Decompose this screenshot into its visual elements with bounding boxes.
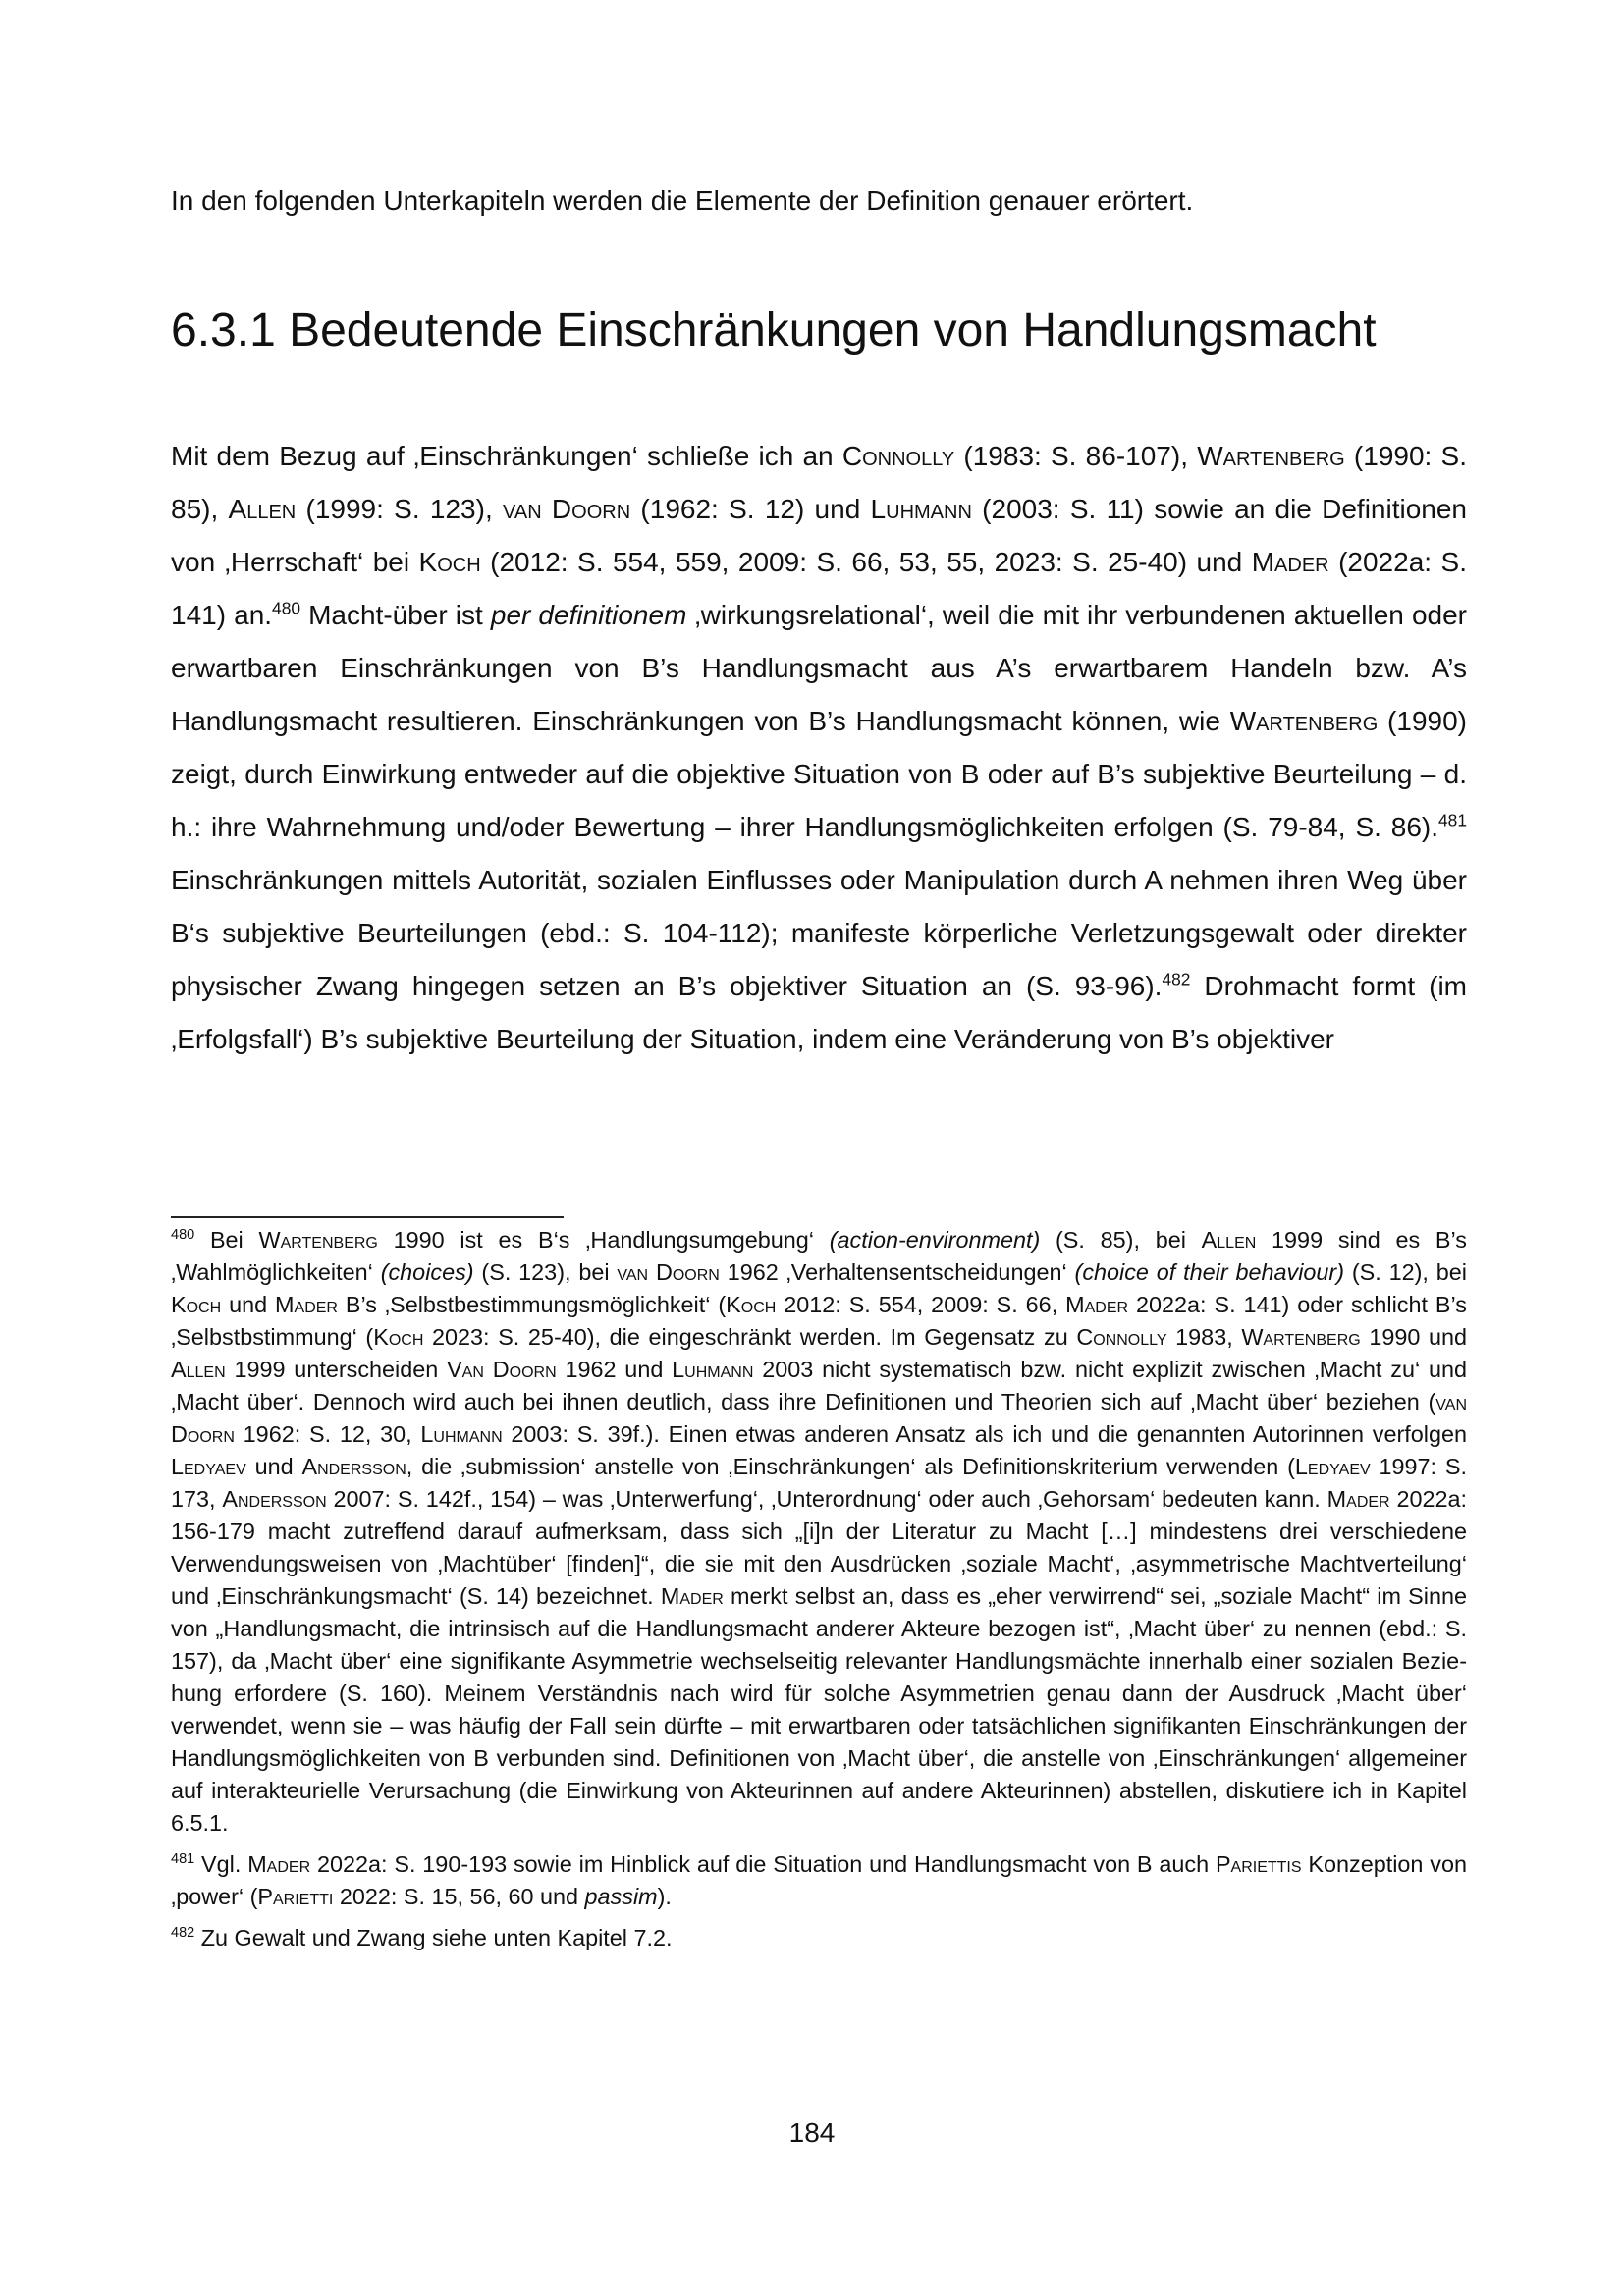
section-heading: 6.3.1 Bedeutende Einschränkungen von Handlungsmacht [171, 304, 1377, 356]
footnote-482 [171, 1922, 1467, 1954]
body-text: Mit dem Bezug auf ‚Einschränkungen‘ schließe ich an [171, 441, 842, 471]
body-text: (2012: S. 554, 559, 2009: S. 66, 53, 55, 2023: S. 25-40) und [480, 547, 1252, 577]
author-name: Mader [1251, 547, 1329, 577]
author-name: Van Doorn [447, 1357, 557, 1382]
footnote-text: 1983, [1166, 1324, 1242, 1350]
author-name: Koch [418, 547, 481, 577]
author-name: Pariettis [1215, 1851, 1302, 1877]
emphasis-text: per definitionem [490, 600, 687, 630]
footnote-text: 1997: S. 173, [171, 1454, 1467, 1512]
footnote-number: 480 [171, 1227, 195, 1244]
author-name: Luhmann [420, 1421, 503, 1447]
author-name: Luhmann [672, 1357, 754, 1382]
footnote-text: 1990 ist es B‘s ‚Handlungsumgebung‘ [377, 1227, 830, 1253]
footnote-text: Konzeption von ‚power‘ ( [171, 1851, 1467, 1909]
author-name: Ledyaev [1294, 1454, 1371, 1479]
author-name: van Doorn [503, 494, 631, 524]
author-name: Allen [171, 1357, 226, 1382]
author-name: Mader [1326, 1486, 1390, 1512]
body-text: (2022a: S. 141) an. [171, 547, 1467, 630]
footnote-separator [171, 1216, 564, 1218]
footnote-text: 1990 und [1360, 1324, 1468, 1350]
footnote-text: 2003 nicht systematisch bzw. nicht explizit zwischen ‚Macht zu‘ und ‚Macht über‘. Dennoch wird auch bei ihnen deutlich, dass ihre Definitionen und Theorien sich auf ‚Macht über‘ beziehen ( [171, 1357, 1468, 1415]
body-text: (1990) zeigt, durch Einwirkung entweder auf die objektive Situation von B oder auf B’s subjektive Beurteilung – d. h.: ihre Wahrnehmung und/oder Bewertung – ihrer Handlungsmöglichkeiten erfolgen (S. 79-84, S. 86). [171, 706, 1467, 842]
emphasis-text: passim [584, 1884, 658, 1909]
body-text: (1999: S. 123), [296, 494, 504, 524]
body-text: Macht-über ist [300, 600, 491, 630]
footnote-text: Vgl. [194, 1851, 248, 1877]
footnote-text: 2022: S. 15, 56, 60 und [333, 1884, 585, 1909]
footnote-text: merkt selbst an, dass es „eher verwirrend“ sei, „soziale Macht“ im Sinne von „Handlungsmacht, die intrinsisch auf die Handlungsmacht anderer Akteure bezogen ist“, ‚Macht über‘ zu nennen (ebd.: S. 157), da ‚Macht über‘ eine signifikante Asymmetrie wechselseitig relevanter Handlungsmächte innerhalb einer sozialen Beziehung erfordere (S. 160). Meinem Verständnis nach wird für solche Asymmetrien genau dann der Ausdruck ‚Macht über‘ verwendet, wenn sie – was häufig der Fall sein dürfte – mit erwartbaren oder tatsächlichen signifikanten Einschränkungen der Handlungsmöglichkeiten von B verbunden sind. Definitionen von ‚Macht über‘, die anstelle von ‚Einschränkungen‘ allgemeiner auf interakteurielle Verursachung (die Einwirkung von Akteurinnen auf andere Akteurinnen) abstellen, diskutiere ich in Kapitel 6.5.1. [171, 1583, 1467, 1836]
footnote-text: 2022a: S. 141) oder schlicht B’s ‚Selbstbstimmung‘ ( [171, 1292, 1467, 1350]
author-name: Mader [275, 1292, 338, 1317]
footnote-text: 1999 sind es B’s ‚Wahlmöglichkeiten‘ [171, 1227, 1467, 1285]
footnote-ref-480: 480 [272, 598, 301, 618]
author-name: Ledyaev [171, 1454, 246, 1479]
author-name: Connolly [841, 441, 955, 471]
emphasis-text: (action-environment) [829, 1227, 1041, 1253]
footnote-480 [171, 1224, 1467, 1840]
footnote-text: 1999 unterscheiden [225, 1357, 448, 1382]
footnote-text: und [221, 1292, 276, 1317]
body-paragraph [171, 430, 1467, 1066]
footnote-481 [171, 1848, 1467, 1913]
body-text: (1983: S. 86-107), [954, 441, 1198, 471]
footnote-ref-482: 482 [1162, 969, 1191, 989]
author-name: Mader [1065, 1292, 1129, 1317]
intro-paragraph: In den folgenden Unterkapiteln werden die Elemente der Definition genauer erörtert. [171, 186, 1194, 216]
footnote-text: 2022a: S. 190-193 sowie im Hinblick auf die Situation und Handlungsmacht von B auch [310, 1851, 1216, 1877]
footnote-text: Zu Gewalt und Zwang siehe unten Kapitel 7.2. [194, 1925, 673, 1950]
author-name: Wartenberg [1229, 706, 1379, 736]
body-text: Drohmacht formt (im ‚Erfolgsfall‘) B’s subjektive Beurteilung der Situation, indem eine Veränderung von B’s objektiver [171, 971, 1467, 1054]
author-name: Koch [726, 1292, 777, 1317]
author-name: Mader [247, 1851, 311, 1877]
footnote-number: 482 [171, 1925, 195, 1942]
footnote-text: 2003: S. 39f.). Einen etwas anderen Ansatz als ich und die genannten Autorinnen verfolgen [502, 1421, 1467, 1447]
page-number: 184 [788, 2117, 836, 2148]
body-text: (1990: S. 85), [171, 441, 1467, 524]
footnote-text: B’s ‚Selbstbestimmungsmöglichkeit‘ ( [338, 1292, 727, 1317]
author-name: Koch [373, 1324, 424, 1350]
author-name: Parietti [257, 1884, 334, 1909]
author-name: Andersson [301, 1454, 406, 1479]
author-name: Allen [1201, 1227, 1257, 1253]
footnote-text: 1962: S. 12, 30, [234, 1421, 421, 1447]
footnote-text: 2007: S. 142f., 154) – was ‚Unterwerfung‘, ‚Unterordnung‘ oder auch ‚Gehorsam‘ bedeuten kann. [326, 1486, 1327, 1512]
author-name: Andersson [222, 1486, 327, 1512]
body-text: ‚wirkungsrelational‘, weil die mit ihr verbundenen aktuellen oder erwartbaren Einschränkungen von B’s Handlungsmacht aus A’s erwartbarem Handeln bzw. A’s Handlungsmacht resultieren. Einschränkungen von B’s Handlungsmacht können, wie [171, 600, 1468, 736]
footnote-text: 1962 ‚Verhaltensentscheidungen‘ [719, 1259, 1075, 1285]
author-name: van Doorn [171, 1389, 1467, 1447]
body-text: (2003: S. 11) sowie an die Definitionen von ‚Herrschaft‘ bei [171, 494, 1468, 577]
footnote-text: und [245, 1454, 302, 1479]
author-name: Connolly [1076, 1324, 1167, 1350]
footnote-text: (S. 12), bei [1344, 1259, 1467, 1285]
footnote-number: 481 [171, 1851, 195, 1868]
author-name: Wartenberg [1241, 1324, 1361, 1350]
emphasis-text: (choices) [380, 1259, 474, 1285]
author-name: Wartenberg [258, 1227, 378, 1253]
footnote-ref-481: 481 [1438, 810, 1467, 830]
author-name: van Doorn [617, 1259, 720, 1285]
author-name: Koch [171, 1292, 222, 1317]
footnote-text: (S. 123), bei [473, 1259, 618, 1285]
footnote-text: 1962 und [556, 1357, 673, 1382]
author-name: Luhmann [870, 494, 972, 524]
footnote-text: ). [657, 1884, 672, 1909]
author-name: Mader [660, 1583, 724, 1609]
body-text: (1962: S. 12) und [630, 494, 871, 524]
footnote-text: Bei [194, 1227, 259, 1253]
footnote-text: 2023: S. 25-40), die eingeschränkt werden. Im Gegensatz zu [423, 1324, 1077, 1350]
footnote-text: (S. 85), bei [1040, 1227, 1202, 1253]
author-name: Allen [228, 494, 297, 524]
emphasis-text: (choice of their behaviour) [1074, 1259, 1345, 1285]
footnote-text: 2022a: 156-179 macht zutreffend darauf aufmerksam, dass sich „[i]n der Literatur zu Macht […] mindestens drei verschiedene Verwendungsweisen von ‚Machtüber‘ [finden]“, die sie mit den Ausdrücken ‚soziale Macht‘, ‚asymmetrische Machtverteilung‘ und ‚Einschränkungsmacht‘ (S. 14) bezeichnet. [171, 1486, 1467, 1609]
body-text: Einschränkungen mittels Autorität, sozialen Einflusses oder Manipulation durch A nehmen ihren Weg über B‘s subjektive Beurteilungen (ebd.: S. 104-112); manifeste körperliche Verletzungsgewalt oder direkter physischer Zwang hingegen setzen an B’s objektiver Situation an (S. 93-96). [171, 865, 1467, 1001]
footnote-text: 2012: S. 554, 2009: S. 66, [776, 1292, 1066, 1317]
author-name: Wartenberg [1197, 441, 1345, 471]
footnote-text: , die ‚submission‘ anstelle von ‚Einschränkungen‘ als Definitionskriterium verwenden ( [406, 1454, 1295, 1479]
footnotes [171, 1224, 1467, 1954]
